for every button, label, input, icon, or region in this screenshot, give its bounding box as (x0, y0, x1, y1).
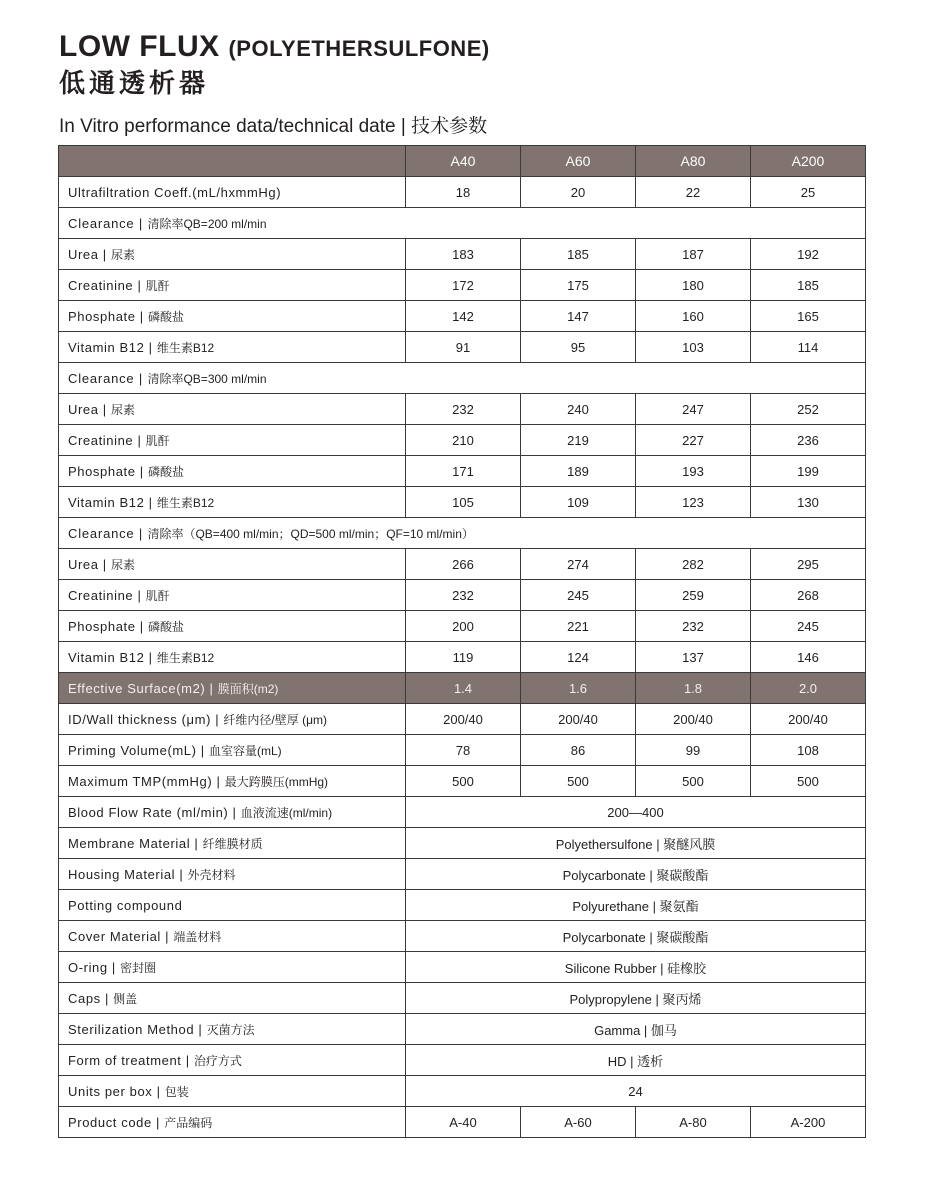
value-cell: 500 (751, 766, 866, 797)
value-cell: 114 (751, 332, 866, 363)
row-label (59, 735, 406, 766)
label-en: Blood Flow Rate (ml/min) | (68, 804, 241, 820)
value-cell: 105 (406, 487, 521, 518)
row-label (59, 890, 406, 921)
value-cell: 232 (406, 580, 521, 611)
value-cell: 200/40 (751, 704, 866, 735)
value-cell: 86 (521, 735, 636, 766)
label-en: Urea | (68, 556, 111, 572)
table-row (59, 890, 866, 921)
group-header-row (59, 208, 866, 239)
value-cell: Polyurethane | 聚氨酯 (406, 890, 866, 921)
label-cn: 尿素 (110, 402, 135, 417)
row-label (59, 983, 406, 1014)
table-row (59, 859, 866, 890)
value-cell: 109 (521, 487, 636, 518)
value-cell: 247 (636, 394, 751, 425)
label-en: Phosphate | (68, 308, 148, 324)
value-cell: 20 (521, 177, 636, 208)
table-row (59, 394, 866, 425)
table-row (59, 952, 866, 983)
value-cell: 185 (521, 239, 636, 270)
label-cn: 治疗方式 (193, 1053, 242, 1068)
label-en: Units per box | (68, 1083, 165, 1099)
label-en: Clearance | (68, 525, 148, 541)
table-row (59, 456, 866, 487)
label-en: Clearance | (68, 370, 148, 386)
label-cn: 磷酸盐 (147, 464, 184, 479)
value-cell: Polyethersulfone | 聚醚风膜 (406, 828, 866, 859)
value-cell: 124 (521, 642, 636, 673)
value-cell: 185 (751, 270, 866, 301)
value-cell: 180 (636, 270, 751, 301)
label-cn: 肌酐 (145, 278, 170, 293)
table-row (59, 704, 866, 735)
column-header: A80 (636, 146, 751, 177)
value-cell: 103 (636, 332, 751, 363)
table-row (59, 301, 866, 332)
value-cell: Polycarbonate | 聚碳酸酯 (406, 859, 866, 890)
row-label (59, 456, 406, 487)
table-row (59, 766, 866, 797)
value-cell: 25 (751, 177, 866, 208)
row-label (59, 239, 406, 270)
value-cell: 160 (636, 301, 751, 332)
value-cell: A-80 (636, 1107, 751, 1138)
value-cell: 130 (751, 487, 866, 518)
section-title: In Vitro performance data/technical date | 技术参数 (59, 116, 488, 137)
row-label (59, 611, 406, 642)
value-cell: 91 (406, 332, 521, 363)
value-cell: A-40 (406, 1107, 521, 1138)
value-cell: 123 (636, 487, 751, 518)
value-cell: 1.8 (636, 673, 751, 704)
label-en: Caps | (68, 990, 114, 1006)
row-label (59, 177, 406, 208)
label-en: Priming Volume(mL) | (68, 742, 209, 758)
value-cell: 227 (636, 425, 751, 456)
value-cell: 24 (406, 1076, 866, 1107)
row-label (59, 394, 406, 425)
label-en: Product code | (68, 1114, 165, 1130)
value-cell: 200 (406, 611, 521, 642)
value-cell: 95 (521, 332, 636, 363)
label-cn: 维生素B12 (156, 340, 215, 355)
label-en: Maximum TMP(mmHg) | (68, 773, 225, 789)
table-row (59, 425, 866, 456)
label-en: Potting compound (68, 897, 183, 913)
page-title (59, 30, 490, 66)
value-cell: 219 (521, 425, 636, 456)
value-cell: 252 (751, 394, 866, 425)
label-cn: 清除率（QB=400 ml/min；QD=500 ml/min；QF=10 ml/min） (147, 526, 474, 541)
row-label (59, 1107, 406, 1138)
label-en: Clearance | (68, 215, 148, 231)
table-row (59, 239, 866, 270)
column-header: A60 (521, 146, 636, 177)
row-label (59, 952, 406, 983)
row-label (59, 425, 406, 456)
table-row (59, 1076, 866, 1107)
spec-table-body (59, 146, 866, 1138)
label-en: Sterilization Method | (68, 1021, 207, 1037)
group-label (59, 208, 866, 239)
row-label (59, 1076, 406, 1107)
row-label (59, 270, 406, 301)
value-cell: 266 (406, 549, 521, 580)
row-label (59, 673, 406, 704)
table-row (59, 580, 866, 611)
value-cell: 142 (406, 301, 521, 332)
title-sub: (POLYETHERSULFONE) (228, 36, 490, 61)
column-header: A200 (751, 146, 866, 177)
value-cell: 232 (636, 611, 751, 642)
value-cell: 274 (521, 549, 636, 580)
value-cell: 500 (521, 766, 636, 797)
label-en: Vitamin B12 | (68, 649, 157, 665)
value-cell: 99 (636, 735, 751, 766)
value-cell: 200/40 (521, 704, 636, 735)
value-cell: 282 (636, 549, 751, 580)
value-cell: 236 (751, 425, 866, 456)
label-cn: 膜面积(m2) (217, 681, 279, 696)
label-en: Creatinine | (68, 432, 146, 448)
row-label (59, 859, 406, 890)
label-cn: 清除率QB=200 ml/min (147, 216, 267, 231)
label-cn: 包装 (164, 1084, 189, 1099)
value-cell: 268 (751, 580, 866, 611)
label-cn: 维生素B12 (156, 650, 215, 665)
label-cn: 磷酸盐 (147, 309, 184, 324)
highlight-row (59, 673, 866, 704)
value-cell: 500 (406, 766, 521, 797)
value-cell: 245 (751, 611, 866, 642)
table-row (59, 735, 866, 766)
label-cn: 血室容量(mL) (208, 743, 282, 758)
table-row (59, 177, 866, 208)
table-header-row (59, 146, 866, 177)
row-label (59, 766, 406, 797)
label-en: Cover Material | (68, 928, 174, 944)
label-cn: 尿素 (110, 557, 135, 572)
table-row (59, 1014, 866, 1045)
value-cell: A-60 (521, 1107, 636, 1138)
label-en: Phosphate | (68, 618, 148, 634)
label-en: Vitamin B12 | (68, 494, 157, 510)
value-cell: 245 (521, 580, 636, 611)
value-cell: 119 (406, 642, 521, 673)
label-cn: 维生素B12 (156, 495, 215, 510)
value-cell: 108 (751, 735, 866, 766)
group-label (59, 363, 866, 394)
row-label (59, 580, 406, 611)
label-en: Vitamin B12 | (68, 339, 157, 355)
value-cell: HD | 透析 (406, 1045, 866, 1076)
group-label (59, 518, 866, 549)
value-cell: 172 (406, 270, 521, 301)
label-cn: 产品编码 (164, 1115, 213, 1130)
spec-table (58, 145, 866, 1138)
table-row (59, 270, 866, 301)
table-row (59, 828, 866, 859)
table-row (59, 487, 866, 518)
label-en: Housing Material | (68, 866, 188, 882)
value-cell: 199 (751, 456, 866, 487)
table-row (59, 983, 866, 1014)
value-cell: A-200 (751, 1107, 866, 1138)
label-en: Urea | (68, 401, 111, 417)
table-row (59, 549, 866, 580)
value-cell: 137 (636, 642, 751, 673)
column-header (59, 146, 406, 177)
label-en: Ultrafiltration Coeff.(mL/hxmmHg) (68, 184, 282, 200)
value-cell: 200—400 (406, 797, 866, 828)
value-cell: Polycarbonate | 聚碳酸酯 (406, 921, 866, 952)
row-label (59, 549, 406, 580)
label-cn: 端盖材料 (173, 929, 222, 944)
value-cell: 165 (751, 301, 866, 332)
value-cell: Silicone Rubber | 硅橡胶 (406, 952, 866, 983)
label-cn: 侧盖 (113, 991, 138, 1006)
value-cell: 500 (636, 766, 751, 797)
label-cn: 血液流速(ml/min) (240, 805, 333, 820)
group-header-row (59, 363, 866, 394)
value-cell: 2.0 (751, 673, 866, 704)
table-row (59, 1107, 866, 1138)
table-row (59, 611, 866, 642)
value-cell: 240 (521, 394, 636, 425)
value-cell: 171 (406, 456, 521, 487)
row-label (59, 921, 406, 952)
label-en: Membrane Material | (68, 835, 203, 851)
value-cell: 259 (636, 580, 751, 611)
row-label (59, 797, 406, 828)
value-cell: Polypropylene | 聚丙烯 (406, 983, 866, 1014)
value-cell: 146 (751, 642, 866, 673)
group-header-row (59, 518, 866, 549)
label-en: Effective Surface(m2) | (68, 680, 218, 696)
table-row (59, 332, 866, 363)
table-row (59, 642, 866, 673)
value-cell: 187 (636, 239, 751, 270)
column-header: A40 (406, 146, 521, 177)
label-cn: 密封圈 (120, 960, 157, 975)
page-title-cn: 低通透析器 (59, 68, 210, 98)
label-cn: 灭菌方法 (206, 1022, 255, 1037)
label-cn: 最大跨膜压(mmHg) (224, 774, 329, 789)
label-cn: 外壳材料 (187, 867, 236, 882)
label-en: Form of treatment | (68, 1052, 194, 1068)
label-cn: 纤维内径/壁厚 (μm) (223, 712, 327, 727)
value-cell: 193 (636, 456, 751, 487)
table-row (59, 797, 866, 828)
value-cell: 192 (751, 239, 866, 270)
table-row (59, 1045, 866, 1076)
value-cell: 175 (521, 270, 636, 301)
row-label (59, 332, 406, 363)
row-label (59, 828, 406, 859)
label-en: ID/Wall thickness (μm) | (68, 711, 224, 727)
label-cn: 清除率QB=300 ml/min (147, 371, 267, 386)
value-cell: 78 (406, 735, 521, 766)
row-label (59, 1045, 406, 1076)
row-label (59, 301, 406, 332)
title-main: LOW FLUX (59, 30, 220, 63)
label-en: Phosphate | (68, 463, 148, 479)
label-cn: 磷酸盐 (147, 619, 184, 634)
label-cn: 尿素 (110, 247, 135, 262)
value-cell: 18 (406, 177, 521, 208)
table-row (59, 921, 866, 952)
value-cell: 200/40 (406, 704, 521, 735)
row-label (59, 487, 406, 518)
label-cn: 肌酐 (145, 588, 170, 603)
value-cell: 147 (521, 301, 636, 332)
value-cell: 183 (406, 239, 521, 270)
row-label (59, 704, 406, 735)
value-cell: 1.4 (406, 673, 521, 704)
value-cell: 22 (636, 177, 751, 208)
value-cell: 295 (751, 549, 866, 580)
value-cell: 1.6 (521, 673, 636, 704)
value-cell: 221 (521, 611, 636, 642)
label-en: Creatinine | (68, 587, 146, 603)
label-cn: 肌酐 (145, 433, 170, 448)
value-cell: 210 (406, 425, 521, 456)
label-en: Urea | (68, 246, 111, 262)
label-en: Creatinine | (68, 277, 146, 293)
value-cell: Gamma | 伽马 (406, 1014, 866, 1045)
value-cell: 232 (406, 394, 521, 425)
value-cell: 200/40 (636, 704, 751, 735)
value-cell: 189 (521, 456, 636, 487)
row-label (59, 642, 406, 673)
row-label (59, 1014, 406, 1045)
label-cn: 纤维膜材质 (202, 836, 263, 851)
label-en: O-ring | (68, 959, 121, 975)
